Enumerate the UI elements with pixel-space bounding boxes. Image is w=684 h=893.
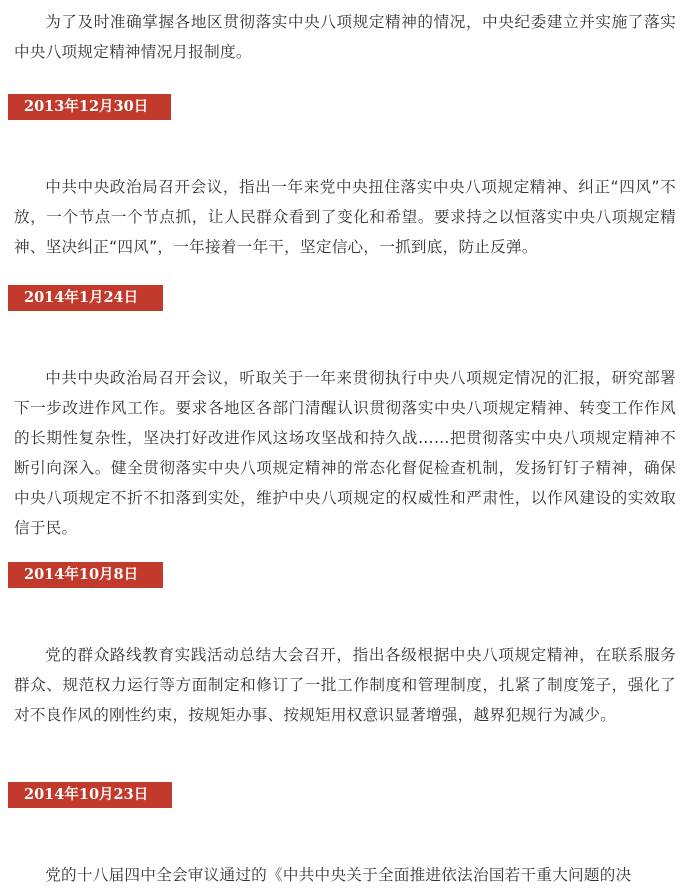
date-badge: 2014年1月24日 xyxy=(8,285,163,311)
date-badge: 2014年10月8日 xyxy=(8,562,163,588)
date-badge: 2013年12月30日 xyxy=(8,94,171,120)
entry-paragraph: 党的十八届四中全会审议通过的《中共中央关于全面推进依法治国若干重大问题的决 xyxy=(45,866,632,884)
intro-paragraph: 为了及时准确掌握各地区贯彻落实中央八项规定精神的情况，中央纪委建立并实施了落实中央八项规定精神情况月报制度。 xyxy=(14,13,676,61)
date-badge: 2014年10月23日 xyxy=(8,782,172,808)
entry-paragraph: 中共中央政治局召开会议，指出一年来党中央扭住落实中央八项规定精神、纠正“四风”不放，一个节点一个节点抓，让人民群众看到了变化和希望。要求持之以恒落实中央八项规定精神、坚决纠正“四风”，一年接着一年干，坚定信心，一抓到底，防止反弹。 xyxy=(14,178,676,256)
entry-paragraph: 中共中央政治局召开会议，听取关于一年来贯彻执行中央八项规定情况的汇报，研究部署下一步改进作风工作。要求各地区各部门清醒认识贯彻落实中央八项规定精神、转变工作作风的长期性复杂性，坚决打好改进作风这场攻坚战和持久战……把贯彻落实中央八项规定精神不断引向深入。健全贯彻落实中央八项规定精神的常态化督促检查机制，发扬钉钉子精神，确保中央八项规定不折不扣落到实处，维护中央八项规定的权威性和严肃性，以作风建设的实效取信于民。 xyxy=(14,369,676,537)
entry-paragraph: 党的群众路线教育实践活动总结大会召开，指出各级根据中央八项规定精神，在联系服务群众、规范权力运行等方面制定和修订了一批工作制度和管理制度，扎紧了制度笼子，强化了对不良作风的刚性约束，按规矩办事、按规矩用权意识显著增强，越界犯规行为减少。 xyxy=(14,646,676,724)
